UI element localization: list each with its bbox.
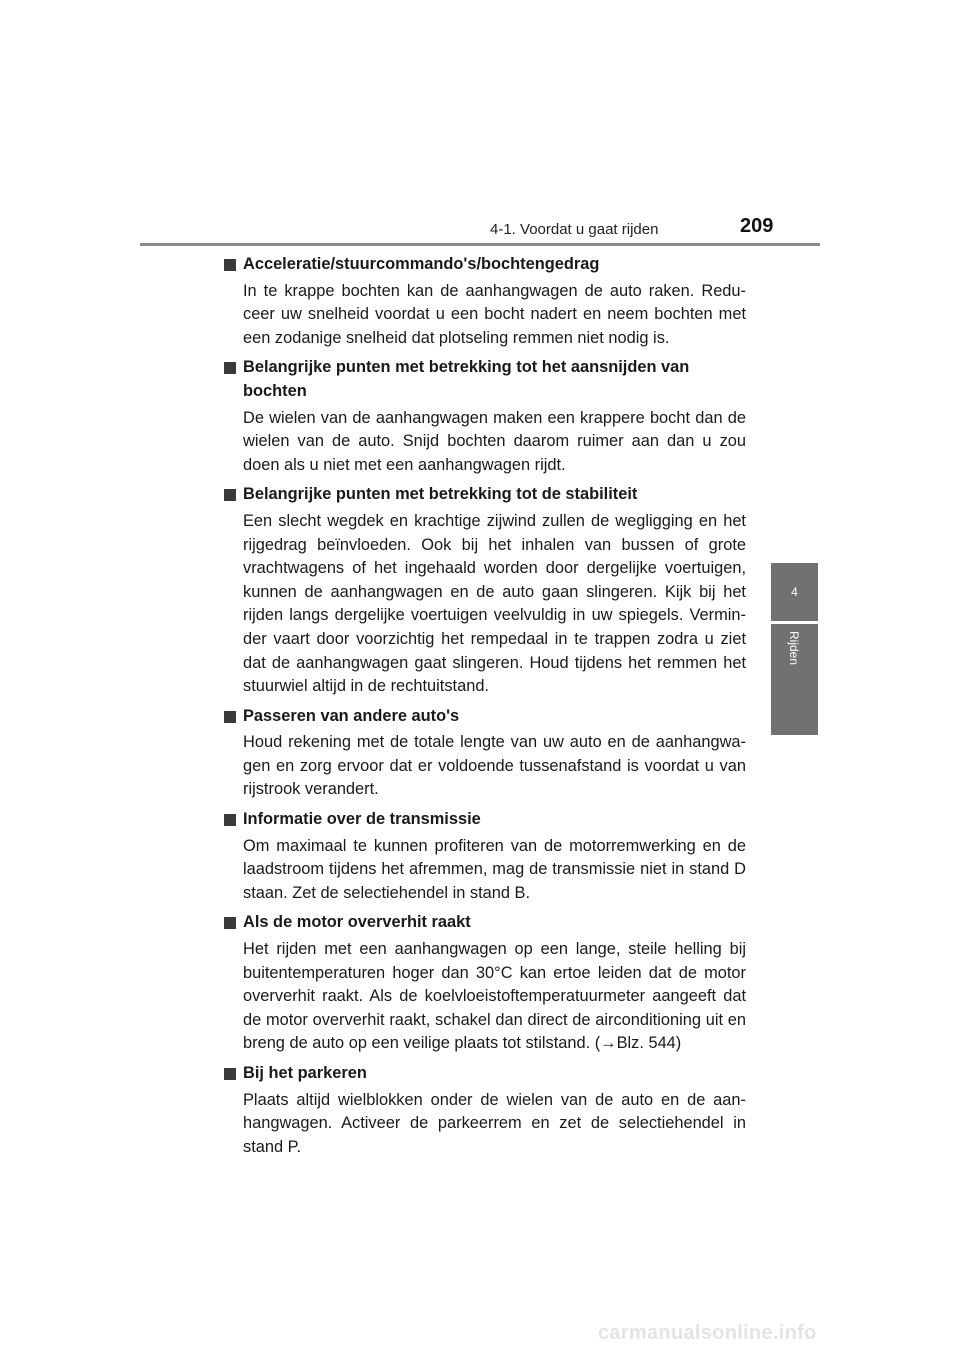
header-section-title: 4-1. Voordat u gaat rijden: [490, 221, 659, 238]
section-body: In te krappe bochten kan de aanhangwagen de auto raken. Redu-ceer uw snelheid voordat u een bocht nadert en neem bochten met een zodanige snelheid dat plotseling remmen niet nodig is.: [243, 281, 746, 347]
section-acceleration: [222, 253, 746, 350]
section-body: Een slecht wegdek en krachtige zijwind zullen de wegligging en het rijgedrag beïnvloeden. Ook bij het inhalen van bussen of grote vrachtwagens of het ingehaald worden door dergelijke voertuigen, kunnen de aanhangwagen en de auto gaan slingeren. Kijk bij het rijden langs dergelijke voertuigen veelvuldig in uw spiegels. Vermin-der vaart door voorzichtig het rempedaal in te trappen zodra u ziet dat de aanhangwagen gaat slingeren. Houd tijdens het remmen het stuurwiel altijd in de rechtuitstand.: [243, 511, 746, 696]
section-overheating: [222, 911, 746, 1056]
section-heading: [222, 705, 746, 729]
section-heading-text: Acceleratie/stuurcommando's/bochtengedrag: [243, 255, 600, 273]
section-transmission: [222, 808, 746, 905]
section-heading: [222, 808, 746, 832]
watermark: carmanualsonline.info: [598, 1322, 817, 1344]
section-heading: [222, 483, 746, 507]
section-heading: [222, 253, 746, 277]
page-number: 209: [740, 215, 774, 237]
page-content: [222, 253, 746, 1165]
section-heading-text: Als de motor oververhit raakt: [243, 913, 471, 932]
square-bullet-icon: [224, 362, 236, 374]
section-heading-text: Informatie over de transmissie: [243, 810, 481, 829]
square-bullet-icon: [224, 917, 236, 929]
square-bullet-icon: [224, 1068, 236, 1080]
chapter-tab-label: Rijden: [787, 630, 801, 666]
section-stability: [222, 483, 746, 698]
section-passing: [222, 705, 746, 802]
square-bullet-icon: [224, 259, 236, 271]
section-heading: [222, 356, 746, 403]
section-heading-text: Passeren van andere auto's: [243, 706, 460, 725]
square-bullet-icon: [224, 711, 236, 723]
section-heading-text: Belangrijke punten met betrekking tot de stabiliteit: [243, 485, 638, 504]
section-heading-text: Bij het parkeren: [243, 1064, 367, 1082]
section-cornering: [222, 356, 746, 477]
header-divider: [140, 243, 820, 246]
chapter-tab-number: 4: [771, 563, 818, 621]
section-heading: [222, 1062, 746, 1086]
section-heading: [222, 911, 746, 935]
section-body: De wielen van de aanhangwagen maken een krappere bocht dan de wielen van de auto. Snijd bochten daarom ruimer aan dan u zou doen als u niet met een aanhangwagen rijdt.: [243, 408, 746, 474]
section-body: Plaats altijd wielblokken onder de wielen van de auto en de aan-hangwagen. Activeer de parkeerrem en zet de selectiehendel in stand P.: [243, 1090, 746, 1156]
section-parking: [222, 1062, 746, 1159]
section-heading-text: Belangrijke punten met betrekking tot het aansnijden van bochten: [243, 358, 690, 400]
section-body: Het rijden met een aanhangwagen op een lange, steile helling bij buitentemperaturen hoger dan 30°C kan ertoe leiden dat de motor oververhit raakt. Als de koelvloeistoftemperatuurmeter aangeeft dat de motor oververhit raakt, schakel dan direct de airconditioning uit en breng de auto op een veilige plaats tot stilstand. (→Blz. 544): [243, 940, 746, 1053]
square-bullet-icon: [224, 489, 236, 501]
section-body: Houd rekening met de totale lengte van uw auto en de aanhangwa-gen en zorg ervoor dat er voldoende tussenafstand is voordat u van rijstrook verandert.: [243, 733, 746, 799]
square-bullet-icon: [224, 814, 236, 826]
section-body: Om maximaal te kunnen profiteren van de motorremwerking en de laadstroom tijdens het afremmen, mag de transmissie niet in stand D staan. Zet de selectiehendel in stand B.: [243, 836, 746, 902]
